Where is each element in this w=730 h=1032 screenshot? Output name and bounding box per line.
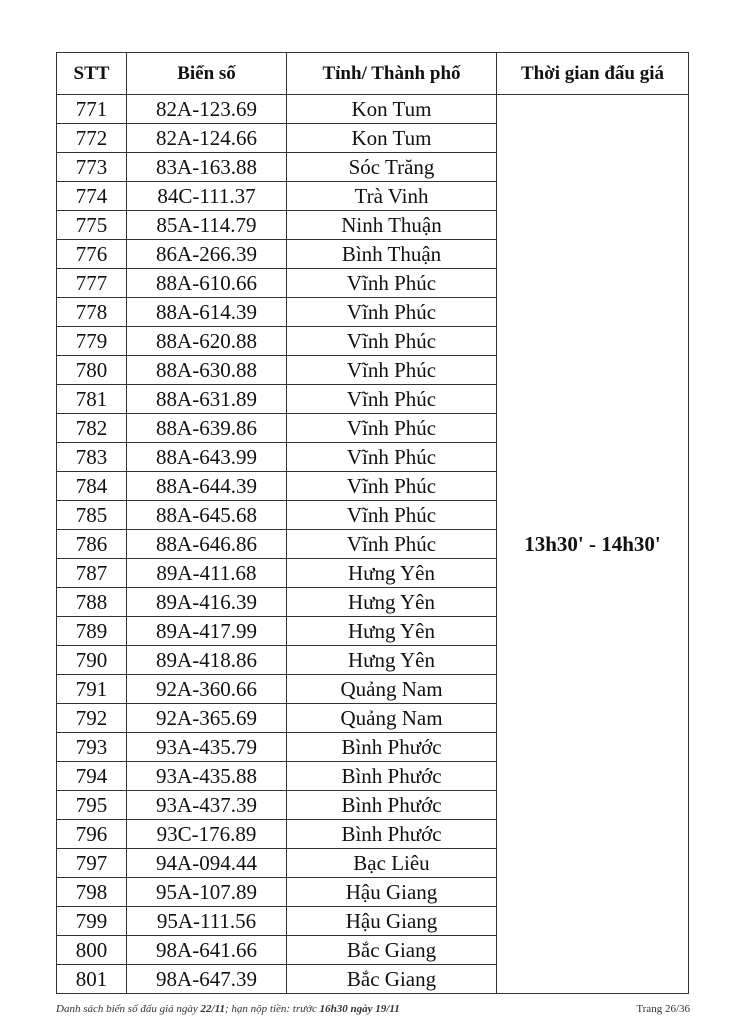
footer-deadline: 16h30 ngày 19/11 xyxy=(319,1003,400,1015)
cell-province: Quảng Nam xyxy=(287,675,497,704)
cell-province: Kon Tum xyxy=(287,95,497,124)
cell-province: Vĩnh Phúc xyxy=(287,385,497,414)
cell-province: Vĩnh Phúc xyxy=(287,530,497,559)
cell-plate: 89A-417.99 xyxy=(127,617,287,646)
cell-plate: 98A-647.39 xyxy=(127,965,287,994)
cell-province: Bắc Giang xyxy=(287,936,497,965)
cell-province: Bình Phước xyxy=(287,791,497,820)
cell-stt: 799 xyxy=(57,907,127,936)
cell-plate: 93C-176.89 xyxy=(127,820,287,849)
table-body xyxy=(57,95,689,994)
cell-plate: 92A-360.66 xyxy=(127,675,287,704)
cell-province: Vĩnh Phúc xyxy=(287,298,497,327)
cell-province: Bắc Giang xyxy=(287,965,497,994)
cell-plate: 86A-266.39 xyxy=(127,240,287,269)
cell-province: Hưng Yên xyxy=(287,559,497,588)
cell-province: Vĩnh Phúc xyxy=(287,501,497,530)
cell-plate: 93A-437.39 xyxy=(127,791,287,820)
cell-stt: 793 xyxy=(57,733,127,762)
cell-stt: 790 xyxy=(57,646,127,675)
cell-plate: 88A-646.86 xyxy=(127,530,287,559)
cell-stt: 777 xyxy=(57,269,127,298)
cell-province: Quảng Nam xyxy=(287,704,497,733)
cell-plate: 89A-416.39 xyxy=(127,588,287,617)
cell-plate: 95A-111.56 xyxy=(127,907,287,936)
cell-stt: 781 xyxy=(57,385,127,414)
footer-note xyxy=(56,1003,400,1015)
cell-stt: 801 xyxy=(57,965,127,994)
cell-stt: 773 xyxy=(57,153,127,182)
cell-plate: 82A-123.69 xyxy=(127,95,287,124)
cell-plate: 88A-620.88 xyxy=(127,327,287,356)
cell-stt: 792 xyxy=(57,704,127,733)
cell-stt: 797 xyxy=(57,849,127,878)
cell-stt: 771 xyxy=(57,95,127,124)
cell-stt: 774 xyxy=(57,182,127,211)
cell-province: Vĩnh Phúc xyxy=(287,269,497,298)
cell-province: Vĩnh Phúc xyxy=(287,327,497,356)
cell-plate: 98A-641.66 xyxy=(127,936,287,965)
footer-date: 22/11 xyxy=(200,1003,225,1015)
cell-plate: 84C-111.37 xyxy=(127,182,287,211)
cell-stt: 779 xyxy=(57,327,127,356)
cell-province: Bình Phước xyxy=(287,762,497,791)
cell-plate: 85A-114.79 xyxy=(127,211,287,240)
cell-plate: 93A-435.88 xyxy=(127,762,287,791)
cell-stt: 780 xyxy=(57,356,127,385)
page-number: Trang 26/36 xyxy=(636,1003,690,1015)
cell-province: Trà Vinh xyxy=(287,182,497,211)
header-plate: Biển số xyxy=(127,53,287,95)
cell-province: Bình Thuận xyxy=(287,240,497,269)
cell-province: Hưng Yên xyxy=(287,588,497,617)
cell-plate: 95A-107.89 xyxy=(127,878,287,907)
cell-stt: 783 xyxy=(57,443,127,472)
side-stamp-mark xyxy=(714,340,728,460)
table-row xyxy=(57,95,689,124)
cell-plate: 88A-630.88 xyxy=(127,356,287,385)
table-header-row xyxy=(57,53,689,95)
cell-stt: 795 xyxy=(57,791,127,820)
cell-province: Vĩnh Phúc xyxy=(287,472,497,501)
cell-stt: 782 xyxy=(57,414,127,443)
cell-stt: 800 xyxy=(57,936,127,965)
cell-plate: 88A-644.39 xyxy=(127,472,287,501)
cell-stt: 788 xyxy=(57,588,127,617)
cell-time-slot: 13h30' - 14h30' xyxy=(497,95,689,994)
cell-plate: 93A-435.79 xyxy=(127,733,287,762)
cell-province: Vĩnh Phúc xyxy=(287,414,497,443)
cell-province: Hậu Giang xyxy=(287,907,497,936)
cell-plate: 89A-418.86 xyxy=(127,646,287,675)
cell-stt: 787 xyxy=(57,559,127,588)
cell-plate: 88A-645.68 xyxy=(127,501,287,530)
cell-stt: 784 xyxy=(57,472,127,501)
cell-province: Bình Phước xyxy=(287,820,497,849)
header-province: Tỉnh/ Thành phố xyxy=(287,53,497,95)
cell-plate: 82A-124.66 xyxy=(127,124,287,153)
footer-text-2: ; hạn nộp tiền: trước xyxy=(224,1003,320,1015)
page-footer xyxy=(56,1003,690,1015)
cell-plate: 88A-610.66 xyxy=(127,269,287,298)
cell-province: Vĩnh Phúc xyxy=(287,356,497,385)
cell-plate: 92A-365.69 xyxy=(127,704,287,733)
cell-province: Hưng Yên xyxy=(287,617,497,646)
cell-province: Kon Tum xyxy=(287,124,497,153)
license-plate-table xyxy=(56,52,689,994)
header-time: Thời gian đấu giá xyxy=(497,53,689,95)
cell-plate: 94A-094.44 xyxy=(127,849,287,878)
cell-province: Vĩnh Phúc xyxy=(287,443,497,472)
cell-stt: 798 xyxy=(57,878,127,907)
cell-stt: 785 xyxy=(57,501,127,530)
cell-plate: 88A-639.86 xyxy=(127,414,287,443)
cell-stt: 794 xyxy=(57,762,127,791)
cell-stt: 772 xyxy=(57,124,127,153)
cell-stt: 789 xyxy=(57,617,127,646)
cell-stt: 776 xyxy=(57,240,127,269)
cell-plate: 88A-631.89 xyxy=(127,385,287,414)
cell-province: Hậu Giang xyxy=(287,878,497,907)
cell-plate: 88A-643.99 xyxy=(127,443,287,472)
cell-stt: 791 xyxy=(57,675,127,704)
cell-stt: 786 xyxy=(57,530,127,559)
cell-plate: 88A-614.39 xyxy=(127,298,287,327)
cell-stt: 796 xyxy=(57,820,127,849)
cell-province: Bạc Liêu xyxy=(287,849,497,878)
footer-text-1: Danh sách biển số đấu giá ngày xyxy=(56,1003,201,1015)
cell-stt: 775 xyxy=(57,211,127,240)
cell-province: Hưng Yên xyxy=(287,646,497,675)
header-stt: STT xyxy=(57,53,127,95)
cell-province: Bình Phước xyxy=(287,733,497,762)
cell-plate: 89A-411.68 xyxy=(127,559,287,588)
cell-stt: 778 xyxy=(57,298,127,327)
cell-province: Ninh Thuận xyxy=(287,211,497,240)
cell-province: Sóc Trăng xyxy=(287,153,497,182)
cell-plate: 83A-163.88 xyxy=(127,153,287,182)
